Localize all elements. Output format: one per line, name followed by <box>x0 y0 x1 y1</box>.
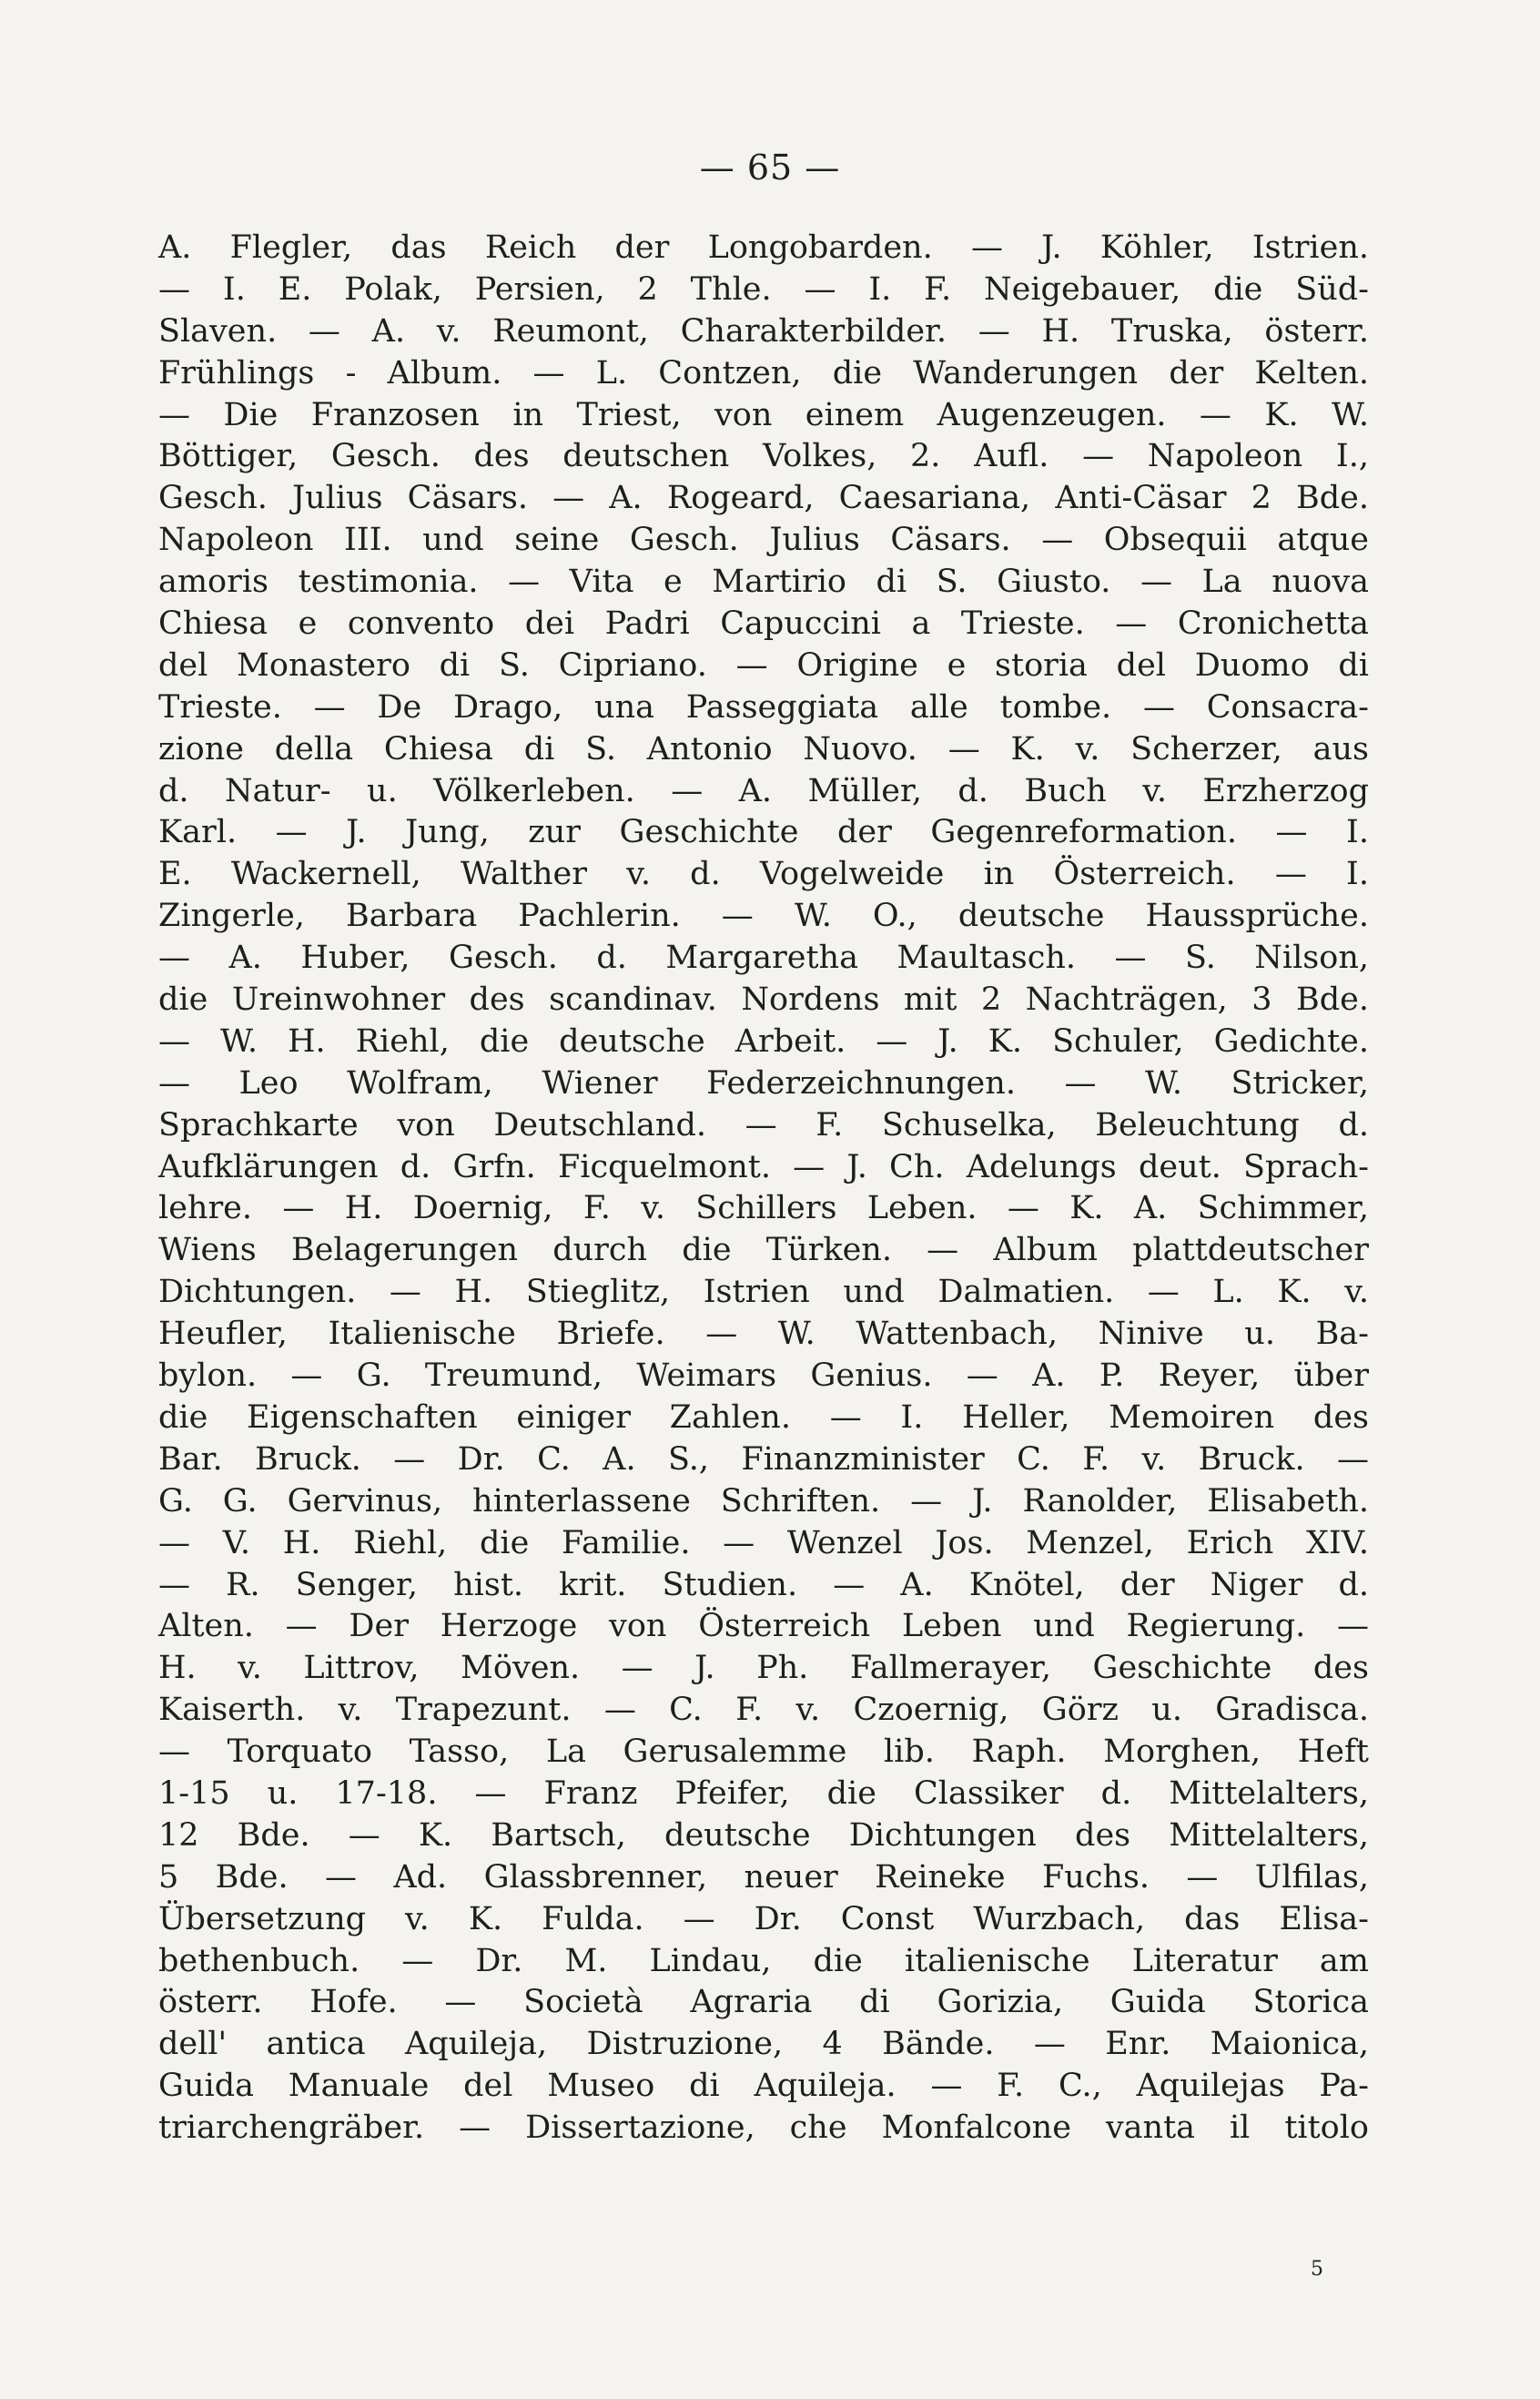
text-line: — Die Franzosen in Triest, von einem Augenzeugen. — K. W. <box>158 396 1369 433</box>
text-line: Gesch. Julius Cäsars. — A. Rogeard, Caesariana, Anti-Cäsar 2 Bde. <box>158 480 1369 517</box>
text-line: H. v. Littrov, Möven. — J. Ph. Fallmerayer, Geschichte des <box>158 1650 1369 1687</box>
text-line: G. G. Gervinus, hinterlassene Schriften. — J. Ranolder, Elisabeth. <box>158 1482 1369 1520</box>
text-line: Dichtungen. — H. Stieglitz, Istrien und Dalmatien. — L. K. v. <box>158 1274 1369 1311</box>
text-line: — R. Senger, hist. krit. Studien. — A. Knötel, der Niger d. <box>158 1566 1369 1603</box>
text-line: Bar. Bruck. — Dr. C. A. S., Finanzminister C. F. v. Bruck. — <box>158 1440 1369 1478</box>
text-line: 5 Bde. — Ad. Glassbrenner, neuer Reineke Fuchs. — Ulfilas, <box>158 1858 1369 1896</box>
text-line: — V. H. Riehl, die Familie. — Wenzel Jos. Menzel, Erich XIV. <box>158 1524 1369 1561</box>
text-line: Chiesa e convento dei Padri Capuccini a Trieste. — Cronichetta <box>158 605 1369 643</box>
page-number: — 65 — <box>699 147 841 188</box>
text-line: Sprachkarte von Deutschland. — F. Schuselka, Beleuchtung d. <box>158 1106 1369 1144</box>
text-line: — Torquato Tasso, La Gerusalemme lib. Raph. Morghen, Heft <box>158 1733 1369 1771</box>
text-line: Napoleon III. und seine Gesch. Julius Cäsars. — Obsequii atque <box>158 522 1369 559</box>
text-line: Heufler, Italienische Briefe. — W. Wattenbach, Ninive u. Ba- <box>158 1316 1369 1353</box>
text-line: Guida Manuale del Museo di Aquileja. — F. C., Aquilejas Pa- <box>158 2068 1369 2105</box>
text-line: die Eigenschaften einiger Zahlen. — I. Heller, Memoiren des <box>158 1398 1369 1436</box>
text-line: A. Flegler, das Reich der Longobarden. — J. Köhler, Istrien. <box>158 229 1369 266</box>
text-line: Böttiger, Gesch. des deutschen Volkes, 2. Aufl. — Napoleon I., <box>158 438 1369 475</box>
text-line: Kaiserth. v. Trapezunt. — C. F. v. Czoernig, Görz u. Gradisca. <box>158 1692 1369 1729</box>
text-line: dell' antica Aquileja, Distruzione, 4 Bände. — Enr. Maionica, <box>158 2026 1369 2063</box>
text-line: die Ureinwohner des scandinav. Nordens mit 2 Nachträgen, 3 Bde. <box>158 981 1369 1019</box>
text-line: österr. Hofe. — Società Agraria di Gorizia, Guida Storica <box>158 1984 1369 2021</box>
text-body <box>158 228 1369 2150</box>
text-line: — A. Huber, Gesch. d. Margaretha Maultasch. — S. Nilson, <box>158 940 1369 977</box>
text-line: Trieste. — De Drago, una Passeggiata alle tombe. — Consacra- <box>158 688 1369 726</box>
text-line: d. Natur- u. Völkerleben. — A. Müller, d. Buch v. Erzherzog <box>158 772 1369 809</box>
text-line: Übersetzung v. K. Fulda. — Dr. Const Wurzbach, das Elisa- <box>158 1900 1369 1937</box>
text-line: bethenbuch. — Dr. M. Lindau, die italienische Literatur am <box>158 1942 1369 1979</box>
text-line: triarchengräber. — Dissertazione, che Monfalcone vanta il titolo <box>158 2109 1369 2147</box>
text-line: Frühlings - Album. — L. Contzen, die Wanderungen der Kelten. <box>158 354 1369 391</box>
text-line: del Monastero di S. Cipriano. — Origine e storia del Duomo di <box>158 646 1369 684</box>
text-line: amoris testimonia. — Vita e Martirio di S. Giusto. — La nuova <box>158 564 1369 601</box>
text-line: — W. H. Riehl, die deutsche Arbeit. — J. K. Schuler, Gedichte. <box>158 1022 1369 1060</box>
text-line: — I. E. Polak, Persien, 2 Thle. — I. F. Neigebauer, die Süd- <box>158 270 1369 308</box>
text-line: lehre. — H. Doernig, F. v. Schillers Leben. — K. A. Schimmer, <box>158 1190 1369 1227</box>
text-line: zione della Chiesa di S. Antonio Nuovo. — K. v. Scherzer, aus <box>158 730 1369 767</box>
text-line: Wiens Belagerungen durch die Türken. — Album plattdeutscher <box>158 1232 1369 1269</box>
text-line: bylon. — G. Treumund, Weimars Genius. — A. P. Reyer, über <box>158 1357 1369 1395</box>
text-line: 1-15 u. 17-18. — Franz Pfeifer, die Classiker d. Mittelalters, <box>158 1774 1369 1812</box>
text-line: Aufklärungen d. Grfn. Ficquelmont. — J. Ch. Adelungs deut. Sprach- <box>158 1148 1369 1185</box>
text-line: Alten. — Der Herzoge von Österreich Leben und Regierung. — <box>158 1608 1369 1645</box>
text-line: E. Wackernell, Walther v. d. Vogelweide in Österreich. — I. <box>158 856 1369 893</box>
text-line: 12 Bde. — K. Bartsch, deutsche Dichtungen des Mittelalters, <box>158 1816 1369 1854</box>
text-line: Slaven. — A. v. Reumont, Charakterbilder. — H. Truska, österr. <box>158 312 1369 350</box>
text-line: — Leo Wolfram, Wiener Federzeichnungen. — W. Stricker, <box>158 1064 1369 1102</box>
text-line: Zingerle, Barbara Pachlerin. — W. O., deutsche Haussprüche. <box>158 898 1369 935</box>
signature-mark: 5 <box>1311 2258 1323 2281</box>
text-line: Karl. — J. Jung, zur Geschichte der Gegenreformation. — I. <box>158 814 1369 851</box>
